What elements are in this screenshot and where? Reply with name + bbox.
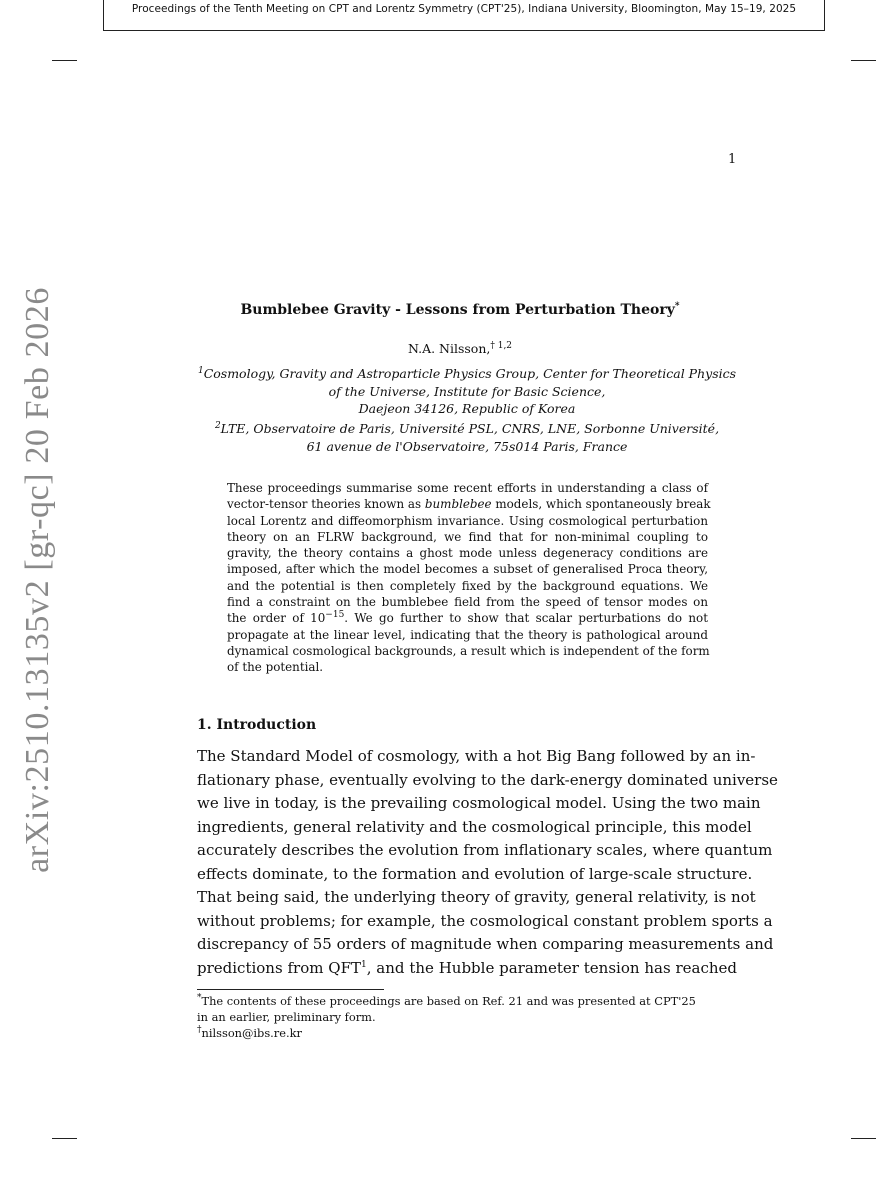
footnote-rule [197,989,384,990]
footnotes [197,993,737,1041]
affiliation-2-mark: 2 [214,420,221,431]
body-line: predictions from QFT$^1$, and the Hubble parameter tension has reached [197,958,737,977]
body-line: without problems; for example, the cosmological constant problem sports a [197,911,773,930]
abstract-line: These proceedings summarise some recent efforts in understanding a class of [227,481,708,495]
affiliation-2-line-2: 61 avenue de l'Observatoire, 75s014 Paris, France [306,438,628,454]
abstract-line: local Lorentz and diffeomorphism invariance. Using cosmological perturbation [227,513,708,528]
crop-mark-bottom-left [52,1138,77,1139]
body-line: flationary phase, eventually evolving to the dark-energy dominated universe [197,770,778,789]
abstract-line: the order of $10^{-15}$. We go further to show that scalar perturbations do not [227,610,708,626]
abstract-line: and the potential is then completely fixed by the background equations. We [227,578,708,593]
introduction-body [197,745,778,980]
footnote-2-mark: † [197,1025,202,1036]
abstract-exponent: −15 [325,610,345,621]
body-line: ingredients, general relativity and the cosmological principle, this model [197,817,752,836]
abstract-line: imposed, after which the model becomes a subset of generalised Proca theory, [227,562,708,577]
abstract-line: vector-tensor theories known as bumblebee models, which spontaneously break [227,497,711,512]
abstract-line: find a constraint on the bumblebee field from the speed of tensor modes on [227,595,708,610]
abstract-line: of the potential. [227,660,324,675]
body-line: That being said, the underlying theory of gravity, general relativity, is not [197,888,756,906]
affiliation-2 [197,420,737,455]
paper-title-text: Bumblebee Gravity - Lessons from Perturbation Theory [240,302,675,318]
arxiv-identifier[interactable]: arXiv:2510.13135v2 [gr-qc] 20 Feb 2026 [19,287,56,873]
affiliation-1 [197,365,737,418]
author-name: N.A. Nilsson, [407,341,491,356]
abstract-line: propagate at the linear level, indicating that the theory is pathological around [227,627,708,642]
abstract-line: theory on an FLRW background, we find that for non-minimal coupling to [227,529,708,544]
affiliation-1-line-3: Daejeon 34126, Republic of Korea [358,401,576,416]
affiliation-1-line-2: of the Universe, Institute for Basic Science, [328,383,606,399]
footnote-1: *The contents of these proceedings are based on Ref. 21 and was presented at CPT'25 [197,993,696,1008]
abstract-emphasis: bumblebee [424,497,492,512]
affiliation-2-line-1: LTE, Observatoire de Paris, Université PSL, CNRS, LNE, Sorbonne Université, [220,421,720,436]
body-line: discrepancy of 55 orders of magnitude when comparing measurements and [197,935,774,953]
body-line: The Standard Model of cosmology, with a hot Big Bang followed by an in- [197,747,756,765]
footnote-2 [197,1025,737,1041]
page-number: 1 [728,152,737,167]
section-heading: 1. Introduction [197,717,317,733]
footnote-1-mark: * [197,993,202,1004]
body-line: accurately describes the evolution from inflationary scales, where quantum [197,841,773,859]
author-marks: † 1,2 [490,340,513,351]
citation-ref[interactable]: 1 [360,959,367,970]
footnote-1-cont: in an earlier, preliminary form. [197,1010,376,1024]
paper-title [190,302,730,318]
running-head: Proceedings of the Tenth Meeting on CPT and Lorentz Symmetry (CPT'25), Indiana University, Bloomington, May 15–19, 2025 [131,3,797,15]
crop-mark-top-left [52,60,77,61]
paper-author [190,341,730,356]
abstract-line: gravity, the theory contains a ghost mode unless degeneracy conditions are [227,546,708,561]
crop-mark-top-right [851,60,876,61]
abstract [227,480,711,676]
abstract-line: dynamical cosmological backgrounds, a result which is independent of the form [227,643,710,658]
body-line: effects dominate, to the formation and evolution of large-scale structure. [197,864,753,883]
author-email[interactable]: nilsson@ibs.re.kr [201,1026,302,1040]
body-line: we live in today, is the prevailing cosmological model. Using the two main [197,794,761,812]
crop-mark-bottom-right [851,1138,876,1139]
affiliation-1-line-1: Cosmology, Gravity and Astroparticle Physics Group, Center for Theoretical Physics [203,366,737,381]
affiliation-1-mark: 1 [197,365,204,376]
title-footnote-mark: * [674,301,680,312]
